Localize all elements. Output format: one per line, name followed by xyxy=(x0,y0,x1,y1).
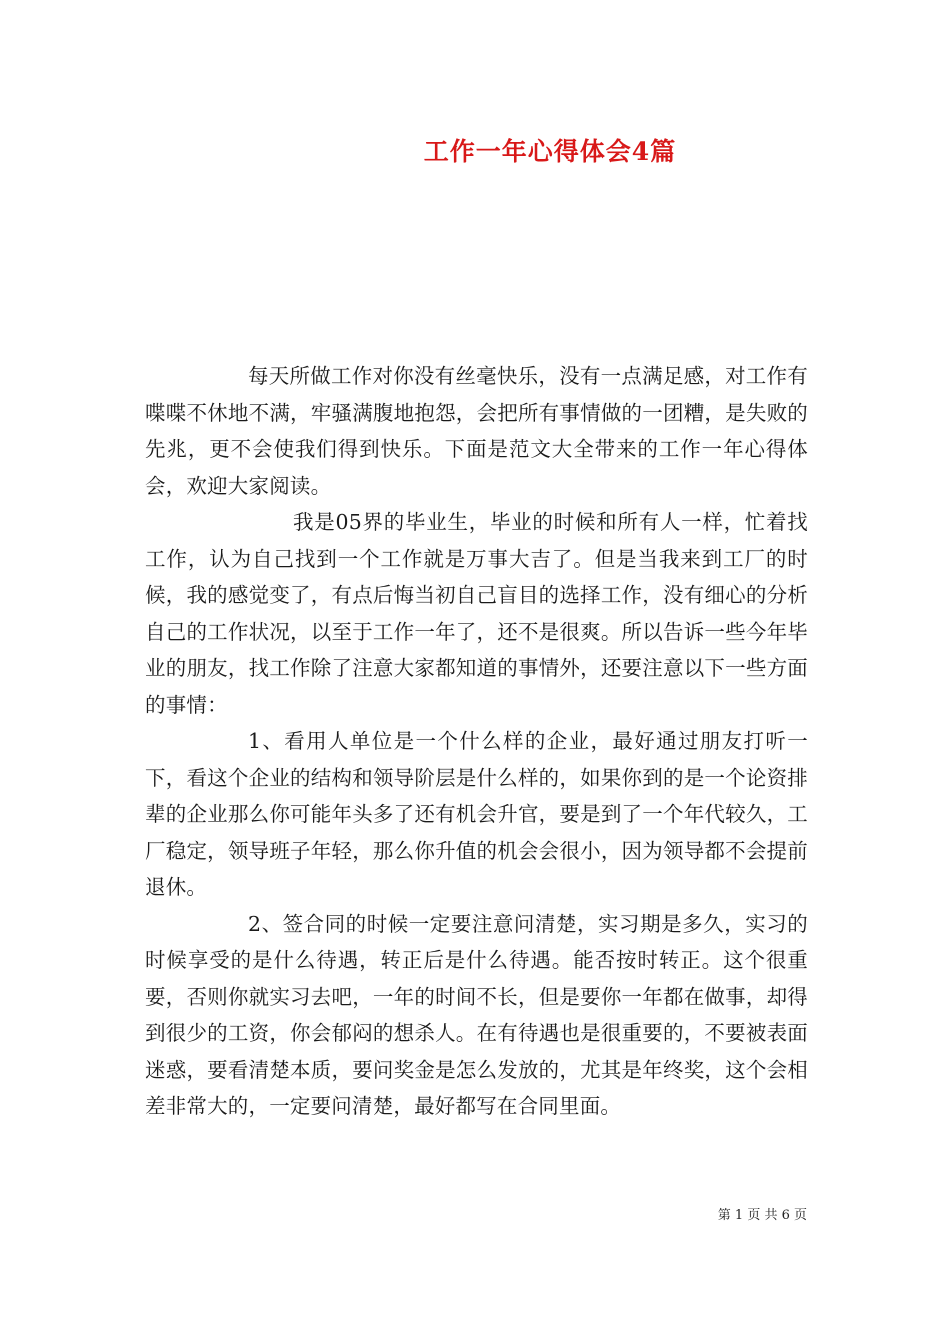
document-body xyxy=(145,358,808,1125)
paragraph-experience: 我是05界的毕业生，毕业的时候和所有人一样，忙着找工作，认为自己找到一个工作就是万事大吉了。但是当我来到工厂的时候，我的感觉变了，有点后悔当初自己盲目的选择工作，没有细心的分析自己的工作状况，以至于工作一年了，还不是很爽。所以告诉一些今年毕业的朋友，找工作除了注意大家都知道的事情外，还要注意以下一些方面的事情： xyxy=(145,510,808,717)
paragraph-intro: 每天所做工作对你没有丝毫快乐，没有一点满足感，对工作有喋喋不休地不满，牢骚满腹地抱怨，会把所有事情做的一团糟，是失败的先兆，更不会使我们得到快乐。下面是范文大全带来的工作一年心得体会，欢迎大家阅读。 xyxy=(145,364,808,498)
page-number: 第 1 页 共 6 页 xyxy=(717,1208,807,1223)
paragraph-point-1: 1、看用人单位是一个什么样的企业，最好通过朋友打听一下，看这个企业的结构和领导阶层是什么样的，如果你到的是一个论资排辈的企业那么你可能年头多了还有机会升官，要是到了一个年代较久，工厂稳定，领导班子年轻，那么你升值的机会会很小，因为领导都不会提前退休。 xyxy=(145,729,808,899)
paragraph-point-2: 2、签合同的时候一定要注意问清楚，实习期是多久，实习的时候享受的是什么待遇，转正后是什么待遇。能否按时转正。这个很重要，否则你就实习去吧，一年的时间不长，但是要你一年都在做事，却得到很少的工资，你会郁闷的想杀人。在有待遇也是很重要的，不要被表面迷惑，要看清楚本质，要问奖金是怎么发放的，尤其是年终奖，这个会相差非常大的，一定要问清楚，最好都写在合同里面。 xyxy=(145,911,808,1118)
document-title: 工作一年心得体会4篇 xyxy=(423,137,677,166)
